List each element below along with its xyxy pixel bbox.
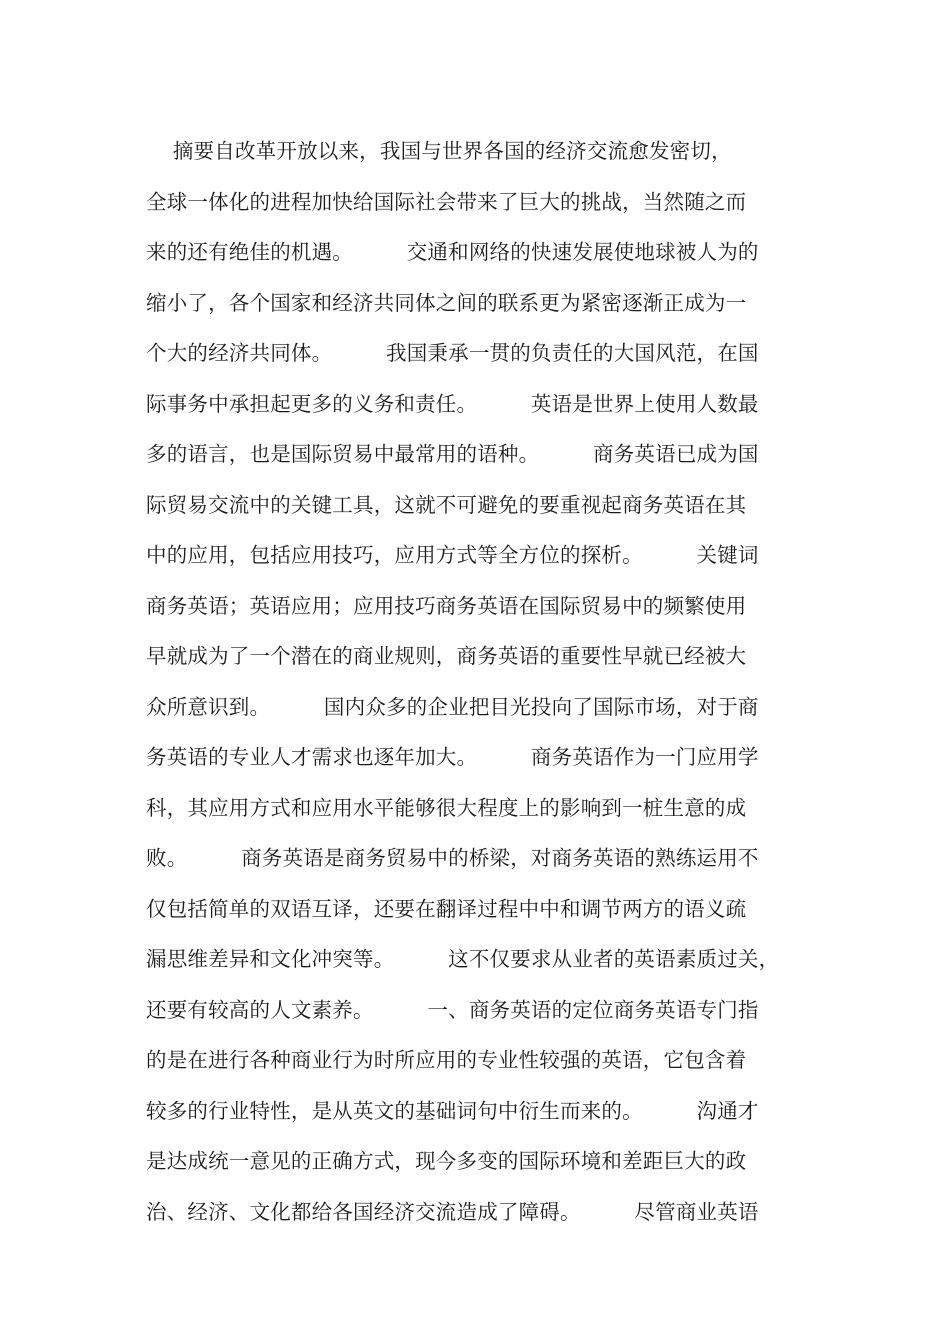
text-line: 仅包括简单的双语互译，还要在翻译过程中中和调节两方的语义疏	[146, 896, 747, 921]
text-line: 商务英语；英语应用；应用技巧商务英语在国际贸易中的频繁使用	[146, 593, 747, 618]
text-line: 际事务中承担起更多的义务和责任。 英语是世界上使用人数最	[146, 391, 759, 416]
text-line: 早就成为了一个潜在的商业规则，商务英语的重要性早就已经被大	[146, 644, 747, 668]
text-line: 务英语的专业人才需求也逐年加大。 商务英语作为一门应用学	[146, 745, 759, 769]
text-line: 漏思维差异和文化冲突等。 这不仅要求从业者的英语素质过关，	[146, 947, 780, 971]
text-line: 败。 商务英语是商务贸易中的桥梁，对商务英语的熟练运用不	[146, 846, 759, 870]
text-line: 较多的行业特性，是从英文的基础词句中衍生而来的。 沟通才	[146, 1098, 759, 1123]
body-text	[146, 130, 826, 1241]
text-line: 多的语言，也是国际贸易中最常用的语种。 商务英语已成为国	[146, 442, 759, 466]
text-line: 是达成统一意见的正确方式，现今多变的国际环境和差距巨大的政	[146, 1149, 747, 1173]
text-line: 摘要自改革开放以来，我国与世界各国的经济交流愈发密切，	[146, 139, 732, 163]
text-line: 际贸易交流中的关键工具，这就不可避免的要重视起商务英语在其	[146, 492, 747, 517]
text-line: 来的还有绝佳的机遇。 交通和网络的快速发展使地球被人为的	[146, 240, 759, 264]
text-line: 众所意识到。 国内众多的企业把目光投向了国际市场，对于商	[146, 694, 759, 719]
text-line: 全球一体化的进程加快给国际社会带来了巨大的挑战，当然随之而	[146, 189, 747, 214]
text-line: 的是在进行各种商业行为时所应用的专业性较强的英语，它包含着	[146, 1048, 747, 1072]
text-line: 科，其应用方式和应用水平能够很大程度上的影响到一桩生意的成	[146, 795, 747, 820]
text-line: 治、经济、文化都给各国经济交流造成了障碍。 尽管商业英语	[146, 1199, 759, 1224]
text-line: 个大的经济共同体。 我国秉承一贯的负责任的大国风范，在国	[146, 341, 759, 365]
text-line: 缩小了，各个国家和经济共同体之间的联系更为紧密逐渐正成为一	[146, 290, 747, 315]
text-line: 中的应用，包括应用技巧，应用方式等全方位的探析。 关键词	[146, 543, 759, 567]
text-line: 还要有较高的人文素养。 一、商务英语的定位商务英语专门指	[146, 997, 759, 1022]
